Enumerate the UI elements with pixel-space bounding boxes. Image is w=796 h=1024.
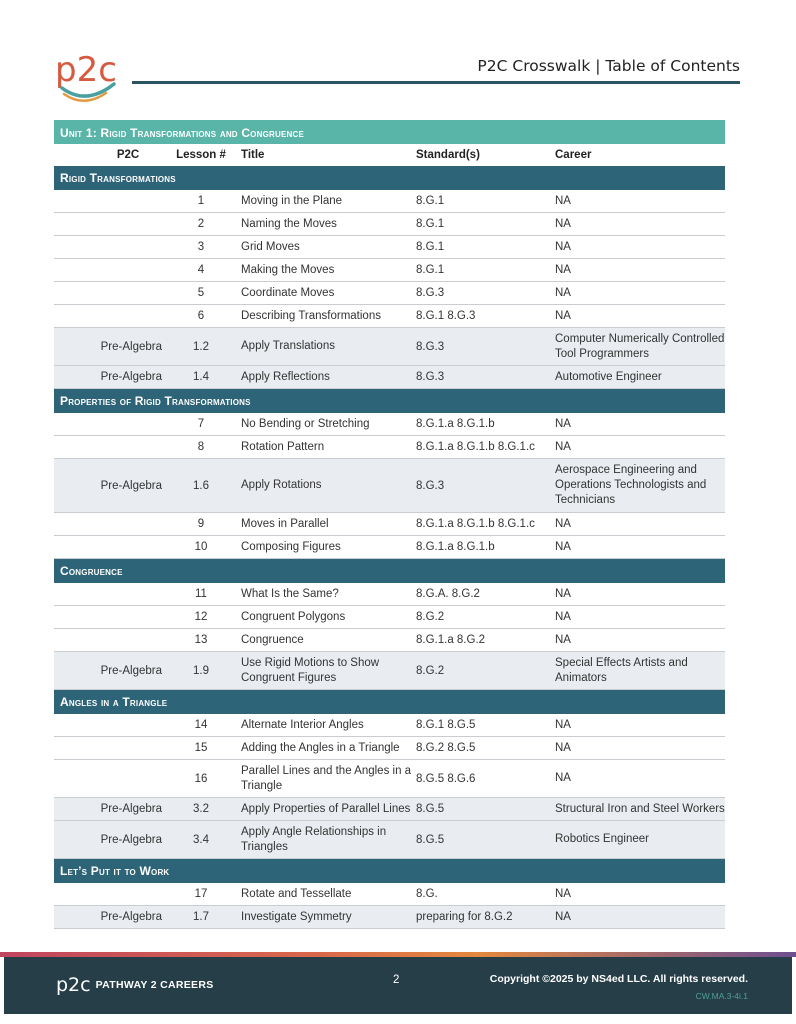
cell-p2c: Pre-Algebra — [100, 479, 162, 492]
cell-title: Grid Moves — [241, 240, 300, 253]
column-headers — [54, 144, 725, 166]
page-title: P2C Crosswalk | Table of Contents — [477, 57, 740, 75]
section-title: Let’s Put it to Work — [54, 859, 725, 883]
cell-title: Describing Transformations — [241, 309, 381, 322]
cell-title: Alternate Interior Angles — [241, 718, 364, 731]
cell-standards: 8.G. — [416, 888, 438, 900]
cell-lesson: 3.4 — [193, 833, 209, 846]
document-code: CW.MA.3-4i.1 — [695, 991, 748, 1001]
table-row — [54, 413, 725, 436]
cell-lesson: 8 — [197, 441, 205, 453]
table-row — [54, 282, 725, 305]
table-row — [54, 760, 725, 798]
cell-title: Investigate Symmetry — [241, 910, 352, 923]
cell-career: Robotics Engineer — [555, 833, 649, 845]
table-row — [54, 236, 725, 259]
cell-lesson: 2 — [197, 218, 205, 230]
cell-standards: 8.G.1.a 8.G.1.b 8.G.1.c — [416, 441, 535, 453]
cell-p2c: Pre-Algebra — [100, 911, 162, 923]
cell-career: NA — [555, 263, 571, 276]
cell-career: NA — [555, 718, 571, 731]
cell-lesson: 16 — [194, 772, 208, 785]
cell-career: NA — [555, 587, 571, 600]
table-row — [54, 606, 725, 629]
cell-lesson: 4 — [197, 264, 205, 276]
cell-career: Computer Numerically Controlled Tool Programmers — [555, 332, 725, 360]
cell-career: Aerospace Engineering and Operations Technologists and Technicians — [555, 464, 707, 506]
cell-career: NA — [555, 633, 571, 646]
table-row — [54, 305, 725, 328]
cell-title: What Is the Same? — [241, 587, 339, 600]
cell-p2c: Pre-Algebra — [100, 371, 162, 383]
cell-title: Use Rigid Motions to Show Congruent Figures — [241, 656, 380, 684]
cell-standards: 8.G.1.a 8.G.2 — [416, 634, 486, 646]
cell-title: Rotate and Tessellate — [241, 887, 352, 900]
cell-standards: 8.G.1 — [416, 241, 445, 253]
cell-lesson: 12 — [194, 611, 208, 623]
cell-p2c: Pre-Algebra — [100, 833, 162, 846]
footer-logo-name: PATHWAY 2 CAREERS — [95, 979, 214, 991]
cell-standards: 8.G.2 — [416, 664, 445, 677]
cell-title: Rotation Pattern — [241, 440, 325, 453]
cell-career: NA — [555, 240, 571, 253]
cell-title: No Bending or Stretching — [241, 417, 370, 430]
sections-container — [54, 166, 725, 929]
cell-lesson: 9 — [197, 518, 205, 530]
cell-lesson: 17 — [194, 888, 208, 900]
cell-p2c: Pre-Algebra — [100, 340, 162, 353]
table-row — [54, 190, 725, 213]
cell-lesson: 1.7 — [193, 911, 209, 923]
cell-title: Apply Translations — [241, 340, 335, 352]
cell-career: NA — [555, 540, 571, 553]
cell-lesson: 1.2 — [193, 340, 209, 353]
cell-title: Composing Figures — [241, 540, 341, 553]
cell-title: Apply Rotations — [241, 479, 322, 491]
cell-title: Naming the Moves — [241, 217, 337, 230]
cell-title: Apply Properties of Parallel Lines — [241, 802, 411, 815]
cell-career: NA — [555, 741, 571, 754]
cell-lesson: 10 — [194, 541, 208, 553]
cell-standards: 8.G.1 — [416, 218, 445, 230]
cell-lesson: 1.9 — [193, 664, 209, 677]
cell-career: Special Effects Artists and Animators — [555, 656, 688, 684]
section-title: Rigid Transformations — [54, 166, 725, 190]
cell-standards: 8.G.1.a 8.G.1.b — [416, 418, 495, 430]
cell-lesson: 14 — [194, 719, 208, 731]
cell-career: NA — [555, 610, 571, 623]
cell-lesson: 3.2 — [193, 803, 209, 815]
cell-career: NA — [555, 440, 571, 453]
cell-standards: preparing for 8.G.2 — [416, 911, 513, 923]
cell-title: Apply Angle Relationships in Triangles — [241, 825, 387, 853]
table-of-contents — [54, 120, 725, 929]
cell-standards: 8.G.3 — [416, 371, 445, 383]
cell-standards: 8.G.2 — [416, 611, 445, 623]
cell-standards: 8.G.1.a 8.G.1.b — [416, 541, 495, 553]
cell-title: Adding the Angles in a Triangle — [241, 741, 400, 754]
cell-career: NA — [555, 194, 571, 207]
cell-standards: 8.G.1 — [416, 264, 445, 276]
cell-standards: 8.G.1.a 8.G.1.b 8.G.1.c — [416, 518, 535, 530]
cell-lesson: 3 — [197, 241, 205, 253]
section-title: Properties of Rigid Transformations — [54, 389, 725, 413]
section-title: Angles in a Triangle — [54, 690, 725, 714]
cell-standards: 8.G.3 — [416, 287, 445, 299]
cell-title: Congruence — [241, 633, 304, 646]
cell-standards: 8.G.1 8.G.3 — [416, 310, 476, 322]
p2c-logo — [54, 48, 122, 106]
cell-p2c: Pre-Algebra — [100, 664, 162, 677]
cell-standards: 8.G.3 — [416, 340, 445, 353]
logo-text: p2c — [55, 50, 117, 90]
cell-title: Moving in the Plane — [241, 194, 343, 207]
cell-title: Apply Reflections — [241, 370, 330, 383]
col-header-title: Title — [241, 148, 265, 161]
table-row — [54, 714, 725, 737]
copyright: Copyright ©2025 by NS4ed LLC. All rights reserved. — [489, 973, 748, 985]
table-row — [54, 821, 725, 859]
cell-standards: 8.G.2 8.G.5 — [416, 742, 476, 754]
cell-p2c: Pre-Algebra — [100, 803, 162, 815]
cell-standards: 8.G.1 — [416, 195, 445, 207]
table-row — [54, 652, 725, 690]
table-row — [54, 536, 725, 559]
table-row — [54, 737, 725, 760]
table-row — [54, 459, 725, 513]
cell-career: NA — [555, 517, 571, 530]
cell-career: NA — [555, 417, 571, 430]
table-row — [54, 906, 725, 929]
footer-logo-mark-icon: p2c — [56, 974, 91, 996]
cell-career: NA — [555, 286, 571, 299]
table-row — [54, 883, 725, 906]
col-header-p2c: P2C — [116, 149, 140, 161]
cell-standards: 8.G.1 8.G.5 — [416, 719, 476, 731]
footer-logo — [56, 974, 214, 996]
table-row — [54, 213, 725, 236]
cell-lesson: 15 — [194, 742, 208, 754]
cell-title: Congruent Polygons — [241, 610, 346, 623]
table-row — [54, 328, 725, 366]
cell-standards: 8.G.A. 8.G.2 — [416, 588, 480, 600]
table-row — [54, 436, 725, 459]
page-number: 2 — [393, 974, 400, 986]
cell-standards: 8.G.3 — [416, 479, 445, 492]
footer — [4, 957, 792, 1014]
cell-standards: 8.G.5 — [416, 833, 445, 846]
cell-lesson: 1.6 — [193, 479, 209, 492]
col-header-standards: Standard(s) — [416, 149, 480, 161]
header-divider — [132, 81, 740, 84]
cell-career: Structural Iron and Steel Workers — [555, 802, 725, 815]
section-title: Congruence — [54, 559, 725, 583]
col-header-career: Career — [555, 148, 592, 161]
table-row — [54, 583, 725, 606]
cell-career: Automotive Engineer — [555, 370, 662, 383]
cell-lesson: 11 — [195, 588, 207, 600]
cell-title: Making the Moves — [241, 263, 335, 276]
cell-title: Coordinate Moves — [241, 286, 335, 299]
cell-career: NA — [555, 772, 571, 784]
table-row — [54, 366, 725, 389]
cell-lesson: 6 — [197, 310, 205, 322]
cell-lesson: 13 — [194, 634, 208, 646]
cell-standards: 8.G.5 — [416, 803, 445, 815]
cell-lesson: 5 — [197, 287, 205, 299]
cell-title: Moves in Parallel — [241, 517, 329, 530]
col-header-lesson: Lesson # — [176, 149, 226, 161]
cell-standards: 8.G.5 8.G.6 — [416, 772, 476, 785]
cell-lesson: 1.4 — [193, 371, 209, 383]
unit-title: Unit 1: Rigid Transformations and Congruence — [54, 120, 725, 144]
table-row — [54, 798, 725, 821]
table-row — [54, 513, 725, 536]
cell-career: NA — [555, 887, 571, 900]
table-row — [54, 259, 725, 282]
cell-lesson: 7 — [197, 418, 205, 430]
cell-career: NA — [555, 217, 571, 230]
cell-career: NA — [555, 309, 571, 322]
cell-title: Parallel Lines and the Angles in a Triangle — [241, 764, 412, 792]
cell-lesson: 1 — [197, 195, 205, 207]
table-row — [54, 629, 725, 652]
cell-career: NA — [555, 910, 571, 923]
